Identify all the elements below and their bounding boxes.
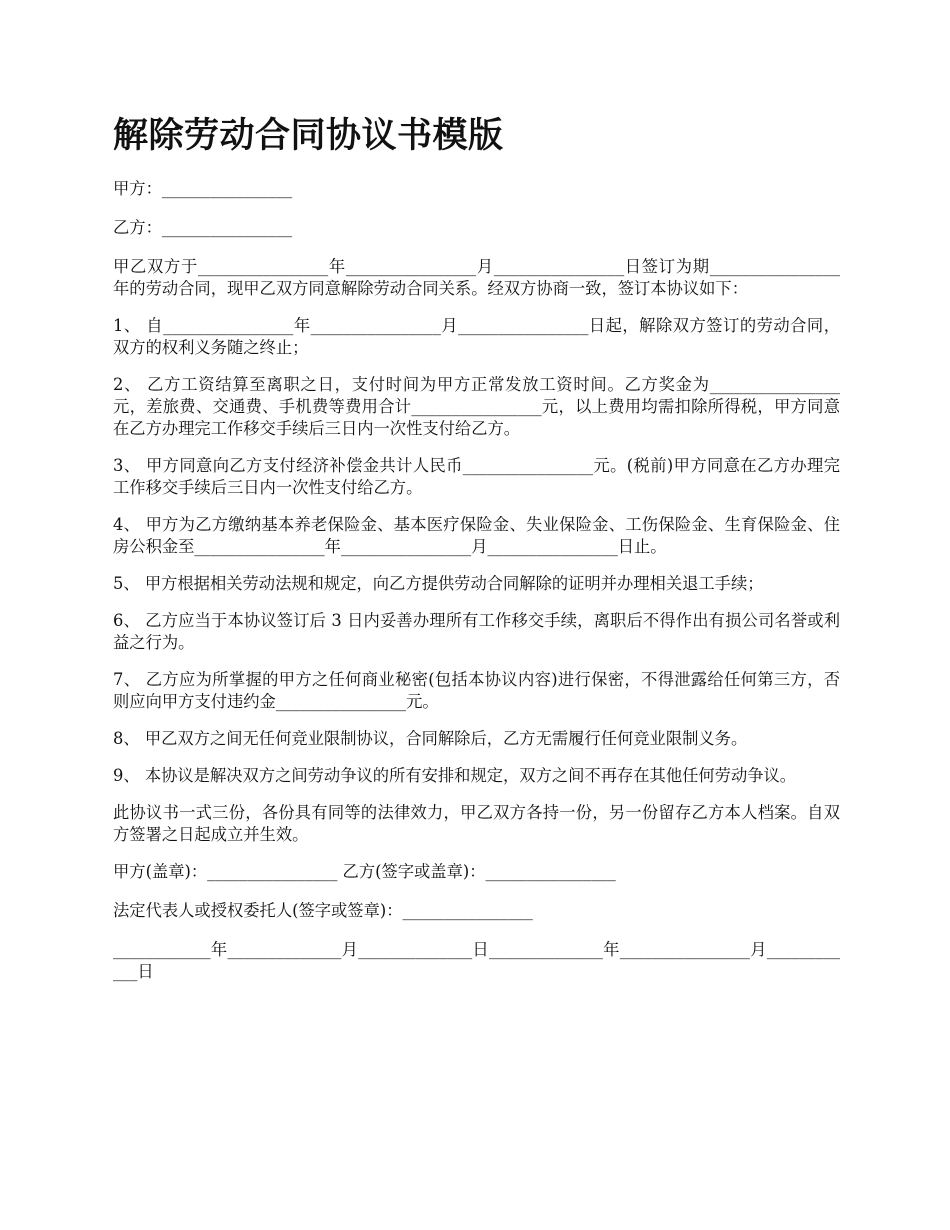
clause-5: 5、 甲方根据相关劳动法规和规定，向乙方提供劳动合同解除的证明并办理相关退工手续；: [113, 574, 764, 593]
document-title: 解除劳动合同协议书模版: [113, 116, 504, 156]
party-b-line: 乙方：________________: [113, 218, 293, 237]
clause-2: 2、 乙方工资结算至离职之日，支付时间为甲方正常发放工资时间。乙方奖金为________________元，差旅费、交通费、手机费等费用合计________________元，以上费用均需扣除所得税，甲方同意在乙方办理完工作移交手续后三日内一次性支付给乙方。: [113, 375, 840, 438]
closing-paragraph: 此协议书一式三份，各份具有同等的法律效力，甲乙双方各持一份，另一份留存乙方本人档案。自双方签署之日起成立并生效。: [113, 803, 840, 844]
clause-8: 8、 甲乙双方之间无任何竞业限制协议，合同解除后，乙方无需履行任何竞业限制义务。: [113, 729, 748, 748]
clause-3: 3、 甲方同意向乙方支付经济补偿金共计人民币________________元。(税前)甲方同意在乙方办理完工作移交手续后三日内一次性支付给乙方。: [113, 456, 840, 497]
clause-7: 7、 乙方应为所掌握的甲方之任何商业秘密(包括本协议内容)进行保密，不得泄露给任何第三方，否则应向甲方支付违约金________________元。: [113, 670, 840, 711]
clause-4: 4、 甲方为乙方缴纳基本养老保险金、基本医疗保险金、失业保险金、工伤保险金、生育保险金、住房公积金至________________年________________月________________日止。: [113, 515, 840, 556]
date-line: ____________年______________月______________日______________年________________月____________日: [113, 940, 840, 981]
clause-6: 6、 乙方应当于本协议签订后 3 日内妥善办理所有工作移交手续，离职后不得作出有损公司名誉或利益之行为。: [113, 611, 840, 652]
document-page: [113, 112, 840, 998]
intro-paragraph: 甲乙双方于________________年________________月________________日签订为期________________年的劳动合同，现甲乙双方同意解除劳动合同关系。经双方协商一致，签订本协议如下：: [113, 257, 840, 298]
signature-line: 甲方(盖章)：________________ 乙方(签字或盖章)：________________: [113, 862, 616, 881]
clause-9: 9、 本协议是解决双方之间劳动争议的所有安排和规定，双方之间不再存在其他任何劳动争议。: [113, 766, 797, 785]
clause-1: 1、 自________________年________________月________________日起，解除双方签订的劳动合同，双方的权利义务随之终止；: [113, 316, 840, 357]
party-a-line: 甲方：________________: [113, 179, 293, 198]
representative-line: 法定代表人或授权委托人(签字或签章)：________________: [113, 901, 533, 920]
